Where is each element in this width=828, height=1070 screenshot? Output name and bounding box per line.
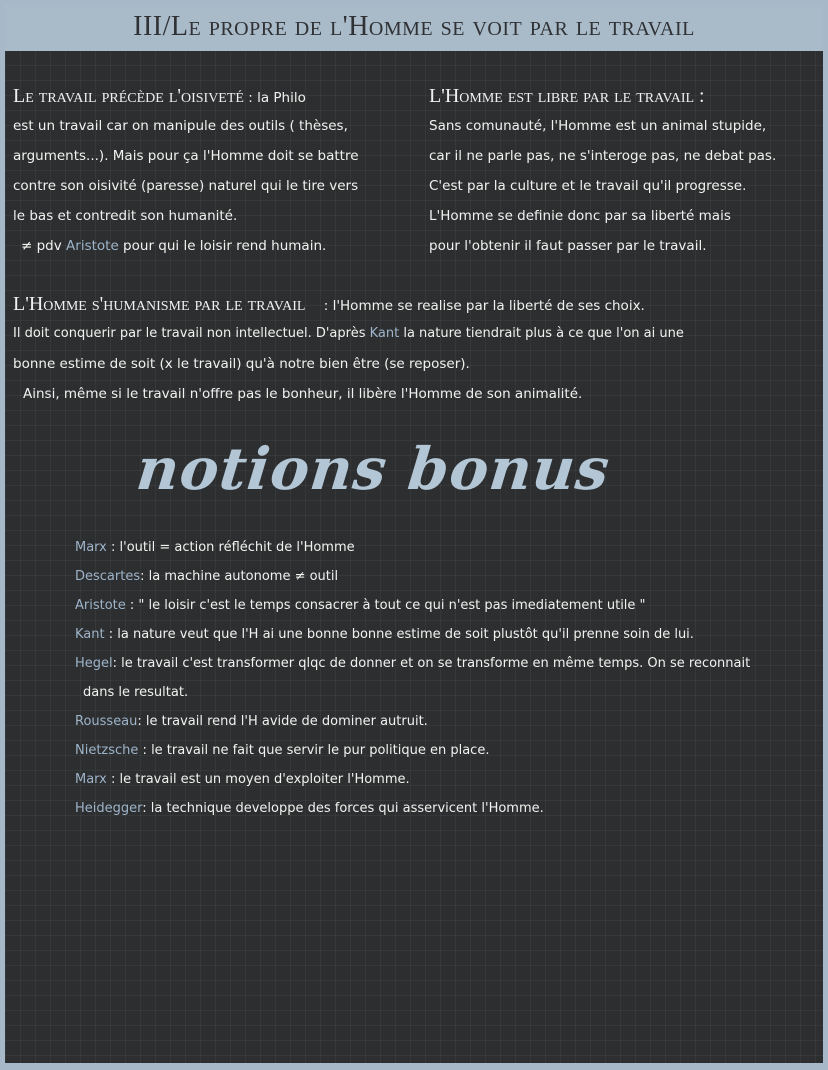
list-item: [75, 678, 750, 707]
section1-line: contre son oisivité (paresse) naturel qui le tire vers: [13, 178, 359, 194]
philosopher-name: Rousseau: [75, 714, 138, 729]
section3-heading: L'Homme s'humanisme par le travail: [13, 293, 306, 315]
list-item: [75, 533, 750, 562]
not-equal-text: ≠ pdv: [21, 238, 67, 254]
section1-line: le bas et contredit son humanité.: [13, 208, 238, 224]
list-item: [75, 591, 750, 620]
section2-line: C'est par la culture et le travail qu'il progresse.: [429, 178, 747, 194]
section3-line3: Ainsi, même si le travail n'offre pas le bonheur, il libère l'Homme de son animalité.: [23, 386, 583, 402]
notion-text: : le travail ne fait que servir le pur politique en place.: [138, 743, 490, 758]
bonus-title: notions bonus: [133, 435, 614, 503]
list-item: [75, 620, 750, 649]
notion-text: : la machine autonome ≠ outil: [140, 569, 339, 584]
philosopher-name: Marx: [75, 772, 107, 787]
notion-text: : la nature veut que l'H ai une bonne bonne estime de soit plustôt qu'il prenne soin de lui.: [104, 627, 694, 642]
section3-line2: bonne estime de soit (x le travail) qu'à notre bien être (se reposer).: [13, 356, 470, 372]
philosopher-name: Kant: [369, 326, 400, 341]
section2-line: Sans comunauté, l'Homme est un animal stupide,: [429, 118, 767, 134]
philosopher-name: Kant: [75, 627, 105, 642]
philosopher-name: Heidegger: [75, 801, 143, 816]
section3-line1: [13, 319, 818, 349]
section2-line: L'Homme se definie donc par sa liberté mais: [429, 208, 731, 224]
section1-intro: : la Philo: [243, 90, 306, 106]
list-item: [75, 736, 750, 765]
notion-text: : le travail est un moyen d'exploiter l'Homme.: [106, 772, 410, 787]
section1-last-text: pour qui le loisir rend humain.: [118, 238, 327, 254]
philosopher-name: Descartes: [75, 569, 141, 584]
list-item: [75, 794, 750, 823]
list-item: [75, 707, 750, 736]
philosopher-name: Marx: [75, 540, 107, 555]
section2-heading: L'Homme est libre par le travail :: [429, 85, 705, 107]
section3-line1-text: Il doit conquerir par le travail non intellectuel. D'après: [13, 326, 370, 341]
section1-last-line: [13, 231, 418, 261]
notion-text: : la technique developpe des forces qui asservicent l'Homme.: [142, 801, 544, 816]
section2-line: pour l'obtenir il faut passer par le travail.: [429, 238, 707, 254]
notion-text: : l'outil = action réfléchit de l'Homme: [106, 540, 355, 555]
notion-text: dans le resultat.: [83, 685, 189, 700]
page-title: III/Le propre de l'Homme se voit par le travail: [133, 11, 695, 42]
section-man-free-by-work: [429, 81, 819, 261]
notion-text: : le travail rend l'H avide de dominer autruit.: [137, 714, 428, 729]
list-item: [75, 649, 750, 678]
section-man-humanizes-by-work: [13, 289, 818, 409]
note-page: [5, 5, 823, 1063]
notion-text: : " le loisir c'est le temps consacrer à tout ce qui n'est pas imediatement utile ": [125, 598, 646, 613]
section3-line1-end: la nature tiendrait plus à ce que l'on ai une: [399, 326, 684, 341]
bonus-notions-list: [75, 533, 750, 823]
section3-intro: : l'Homme se realise par la liberté de ses choix.: [319, 298, 645, 314]
list-item: [75, 562, 750, 591]
philosopher-name: Aristote: [75, 598, 126, 613]
notion-text: : le travail c'est transformer qlqc de donner et on se transforme en même temps. On se reconnait: [112, 656, 751, 671]
section2-line: car il ne parle pas, ne s'interoge pas, ne debat pas.: [429, 148, 777, 164]
philosopher-name: Nietzsche: [75, 743, 139, 758]
philosopher-name: Aristote: [66, 238, 119, 254]
section1-line: est un travail car on manipule des outils ( thèses,: [13, 118, 348, 134]
list-item: [75, 765, 750, 794]
section1-line: arguments...). Mais pour ça l'Homme doit se battre: [13, 148, 359, 164]
section1-heading: Le travail précède l'oisiveté: [13, 85, 244, 107]
section-work-precedes-idleness: [13, 81, 418, 261]
title-bar: [5, 5, 823, 51]
philosopher-name: Hegel: [75, 656, 113, 671]
